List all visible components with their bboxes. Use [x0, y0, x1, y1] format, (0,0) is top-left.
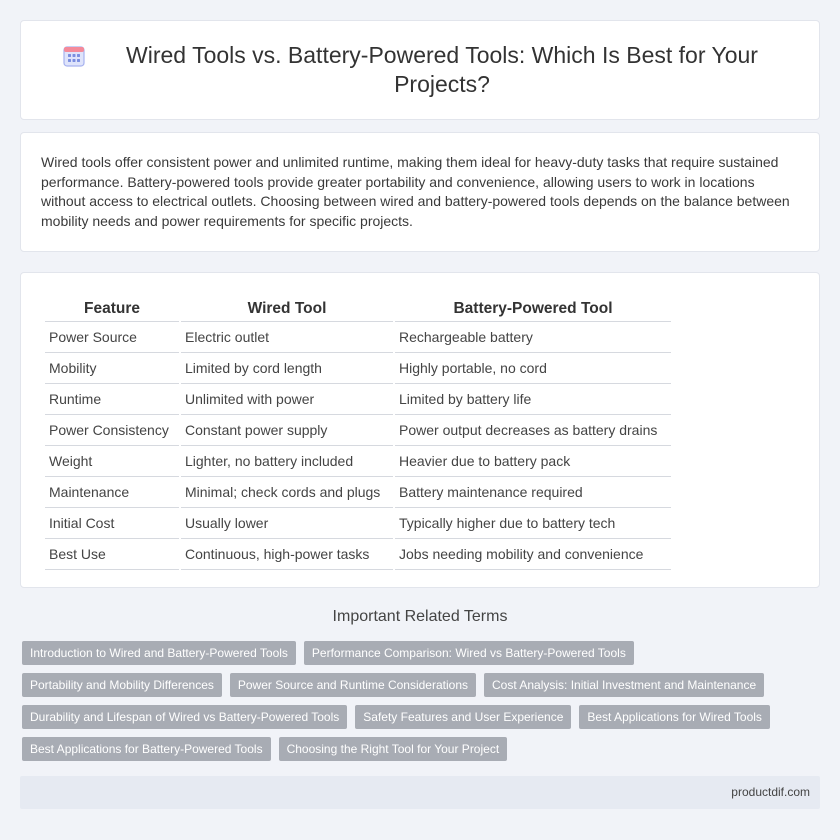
- cell-feature: Initial Cost: [45, 508, 179, 539]
- cell-wired: Unlimited with power: [181, 384, 393, 415]
- related-tag[interactable]: Best Applications for Battery-Powered Tools: [22, 737, 271, 761]
- table-row: [45, 446, 671, 477]
- comparison-table: [43, 296, 673, 570]
- table-row: [45, 322, 671, 353]
- cell-wired: Continuous, high-power tasks: [181, 539, 393, 570]
- table-row: [45, 539, 671, 570]
- intro-paragraph: Wired tools offer consistent power and unlimited runtime, making them ideal for heavy-duty tasks that require sustained performance. Battery-powered tools provide greater portability and convenience, allowing users to work in locations without access to electrical outlets. Choosing between wired and battery-powered tools depends on the balance between mobility needs and power requirements for specific projects.: [41, 154, 790, 229]
- cell-wired: Usually lower: [181, 508, 393, 539]
- cell-feature: Power Consistency: [45, 415, 179, 446]
- related-tag[interactable]: Safety Features and User Experience: [355, 705, 571, 729]
- cell-battery: Battery maintenance required: [395, 477, 671, 508]
- cell-wired: Constant power supply: [181, 415, 393, 446]
- calendar-icon: [61, 43, 87, 69]
- related-tag[interactable]: Power Source and Runtime Considerations: [230, 673, 476, 697]
- related-tag[interactable]: Performance Comparison: Wired vs Battery-Powered Tools: [304, 641, 634, 665]
- cell-wired: Electric outlet: [181, 322, 393, 353]
- related-tag[interactable]: Durability and Lifespan of Wired vs Battery-Powered Tools: [22, 705, 347, 729]
- table-row: [45, 508, 671, 539]
- cell-feature: Mobility: [45, 353, 179, 384]
- cell-battery: Jobs needing mobility and convenience: [395, 539, 671, 570]
- related-terms-tags: [22, 641, 822, 761]
- page-title: Wired Tools vs. Battery-Powered Tools: Which Is Best for Your Projects?: [126, 42, 758, 97]
- related-tag[interactable]: Choosing the Right Tool for Your Project: [279, 737, 508, 761]
- table-row: [45, 477, 671, 508]
- header-battery-tool: Battery-Powered Tool: [395, 296, 671, 322]
- cell-feature: Maintenance: [45, 477, 179, 508]
- cell-feature: Runtime: [45, 384, 179, 415]
- header-card: [20, 20, 820, 120]
- table-row: [45, 415, 671, 446]
- table-header-row: [45, 296, 671, 322]
- cell-feature: Weight: [45, 446, 179, 477]
- related-tag[interactable]: Portability and Mobility Differences: [22, 673, 222, 697]
- cell-feature: Power Source: [45, 322, 179, 353]
- footer: [20, 776, 820, 809]
- cell-battery: Typically higher due to battery tech: [395, 508, 671, 539]
- intro-card: [20, 132, 820, 252]
- related-tag[interactable]: Best Applications for Wired Tools: [579, 705, 770, 729]
- footer-site-link[interactable]: productdif.com: [731, 785, 810, 799]
- title-wrap: [21, 21, 819, 119]
- header-wired-tool: Wired Tool: [181, 296, 393, 322]
- header-feature: Feature: [45, 296, 179, 322]
- cell-wired: Minimal; check cords and plugs: [181, 477, 393, 508]
- cell-battery: Highly portable, no cord: [395, 353, 671, 384]
- comparison-card: [20, 272, 820, 588]
- cell-wired: Lighter, no battery included: [181, 446, 393, 477]
- cell-battery: Heavier due to battery pack: [395, 446, 671, 477]
- cell-battery: Rechargeable battery: [395, 322, 671, 353]
- table-row: [45, 384, 671, 415]
- related-terms-title: Important Related Terms: [332, 608, 508, 625]
- table-row: [45, 353, 671, 384]
- related-tag[interactable]: Cost Analysis: Initial Investment and Maintenance: [484, 673, 764, 697]
- cell-feature: Best Use: [45, 539, 179, 570]
- cell-battery: Limited by battery life: [395, 384, 671, 415]
- related-tag[interactable]: Introduction to Wired and Battery-Powered Tools: [22, 641, 296, 665]
- cell-battery: Power output decreases as battery drains: [395, 415, 671, 446]
- cell-wired: Limited by cord length: [181, 353, 393, 384]
